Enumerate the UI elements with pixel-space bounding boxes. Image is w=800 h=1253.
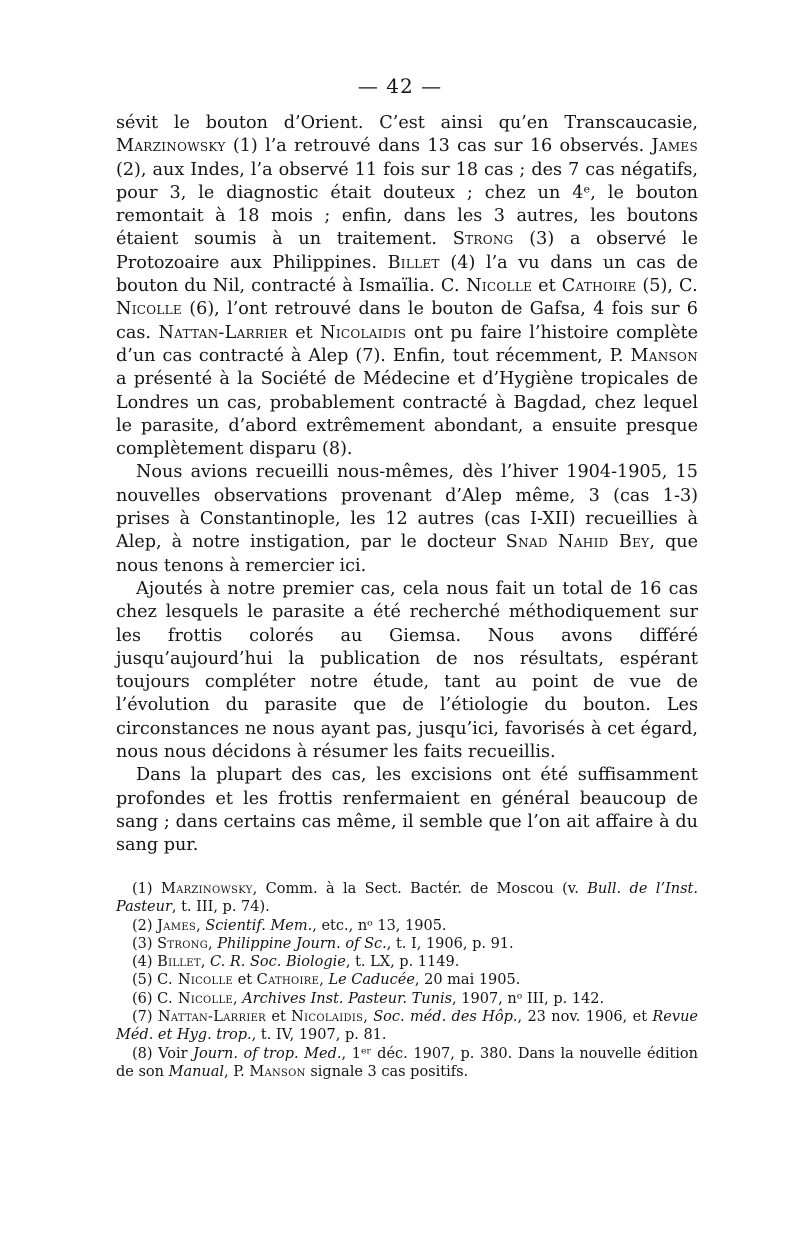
citation-title: Revue Méd. et Hyg. trop. xyxy=(116,1009,698,1044)
paragraph xyxy=(116,578,698,764)
paragraph xyxy=(116,461,698,577)
text-run: (4) xyxy=(132,954,158,971)
text-run: Ajoutés à notre premier cas, cela nous fait un total de 16 cas chez lesquels le parasite a été recherché méthodiquement sur les frottis colorés au Giemsa. Nous avons différé jusqu’aujourd’hui la publication de nos résultats, espérant toujours compléter notre étude, tant au point de vue de l’évolution du parasite que de l’étiologie du bouton. Les circonstances ne nous ayant pas, jusqu’ici, favorisés à cet égard, nous nous décidons à résumer les faits recueillis. xyxy=(116,578,698,763)
author-name: Strong xyxy=(157,935,209,952)
author-name: James xyxy=(651,136,698,157)
text-run: (6) xyxy=(132,990,158,1007)
text-run: , t. III, p. 74). xyxy=(171,899,270,916)
citation-title: Soc. méd. des Hôp. xyxy=(373,1009,518,1026)
author-name: C. Nicolle xyxy=(157,972,234,989)
citation-title: C. R. Soc. Biologie xyxy=(210,954,346,971)
text-run: , xyxy=(196,917,206,934)
paragraph xyxy=(116,112,698,461)
citation-title: Journ. of trop. Med. xyxy=(193,1045,342,1062)
text-run: (6), l’ont retrouvé dans le bouton de Gafsa, 4 fois sur 6 cas. xyxy=(116,299,698,343)
citation-title: Bull. de l’Inst. Pasteur xyxy=(116,881,698,916)
text-run: signale 3 cas positifs. xyxy=(305,1063,469,1080)
text-run: , xyxy=(363,1009,374,1026)
text-run: (4) l’a vu dans un cas de bouton du Nil, contracté à Ismaïlia. xyxy=(116,252,698,297)
author-name: C. Nicolle xyxy=(116,276,698,320)
author-name: Nattan-Larrier xyxy=(157,1009,267,1026)
paragraph xyxy=(116,764,698,857)
citation-title: Philippine Journ. of Sc. xyxy=(217,935,387,952)
author-name: Billet xyxy=(157,954,201,971)
citation-title: Archives Inst. Pasteur. Tunis xyxy=(242,990,453,1007)
author-name: James xyxy=(157,917,197,934)
footnote xyxy=(116,917,698,935)
author-name: Marzinowsky xyxy=(160,881,253,897)
text-run: , que nous tenons à remercier ici. xyxy=(116,532,698,576)
text-run: , etc., nᵒ 13, 1905. xyxy=(312,917,447,934)
author-name: Strong xyxy=(452,229,514,250)
footnote xyxy=(116,990,698,1008)
text-run: , xyxy=(319,972,329,989)
text-run: et xyxy=(233,972,257,989)
author-name: Cathoire xyxy=(256,972,320,989)
text-run: (3) xyxy=(132,935,158,952)
author-name: Nattan-Larrier xyxy=(158,322,288,343)
text-run: et xyxy=(266,1009,292,1026)
text-run: , Comm. à la Sect. Bactér. de Moscou (v. xyxy=(252,881,588,897)
text-run: sévit le bouton d’Orient. C’est ainsi qu’en Transcaucasie, xyxy=(116,113,698,133)
text-run: , 23 nov. 1906, et xyxy=(517,1009,653,1026)
footnote xyxy=(116,880,698,917)
text-run: (5), xyxy=(636,276,679,297)
text-run: , 1907, nᵒ III, p. 142. xyxy=(452,990,605,1007)
text-run: ont pu faire l’histoire complète d’un cas contracté à Alep (7). Enfin, tout récemment, P. xyxy=(116,322,698,366)
text-run: Nous avions recueilli nous-mêmes, dès l’hiver 1904-1905, 15 nouvelles observations provenant d’Alep même, 3 (cas 1-3) prises à Constantinople, les 12 autres (cas I-XII) recueillies à Alep, à notre instigation, par le docteur xyxy=(116,462,698,553)
text-run: , xyxy=(233,990,243,1007)
footnote xyxy=(116,1008,698,1045)
footnotes xyxy=(116,880,698,1081)
text-run: , xyxy=(208,935,218,952)
author-name: Manson xyxy=(249,1063,306,1080)
text-run: , t. LX, p. 1149. xyxy=(345,954,460,971)
text-run: , t. I, 1906, p. 91. xyxy=(386,935,514,952)
text-run: a présenté à la Société de Médecine et d’Hygiène tropicales de Londres un cas, probablement contracté à Bagdad, chez lequel le parasite, d’abord extrêmement abondant, a ensuite presque complètement disparu (8). xyxy=(116,369,698,460)
citation-title: Scientif. Mem. xyxy=(205,917,313,934)
author-name: Snad Nahid Bey xyxy=(505,532,650,553)
text-run: (2), aux Indes, l’a observé 11 fois sur 18 cas ; des 7 cas négatifs, pour 3, le diagnostic était douteux ; chez un 4ᵉ, le bouton remontait à 18 mois ; enfin, dans les 3 autres, les boutons étaient soumis à un traitement. xyxy=(116,159,698,250)
footnote xyxy=(116,971,698,989)
body-text xyxy=(116,112,698,858)
text-run: et xyxy=(532,276,562,297)
citation-title: Manual xyxy=(168,1063,225,1080)
author-name: Cathoire xyxy=(561,276,637,297)
text-run: , 1ᵉʳ déc. 1907, p. 380. Dans la nouvelle édition de son xyxy=(116,1045,699,1080)
author-name: Nicolaidis xyxy=(320,322,407,343)
text-run: et xyxy=(287,322,321,343)
author-name: Billet xyxy=(387,252,440,273)
text-run: , 20 mai 1905. xyxy=(414,972,521,989)
footnote xyxy=(116,953,698,971)
text-run: , xyxy=(200,954,211,971)
text-run: (5) xyxy=(132,972,158,989)
footnote xyxy=(116,1045,698,1082)
text-run: (8) Voir xyxy=(132,1045,194,1062)
author-name: C. Nicolle xyxy=(440,276,533,297)
citation-title: Le Caducée xyxy=(328,972,415,989)
text-run: (1) l’a retrouvé dans 13 cas sur 16 observés. xyxy=(225,136,652,157)
author-name: C. Nicolle xyxy=(157,990,234,1007)
text-run: (1) xyxy=(132,881,161,897)
text-run: , t. IV, 1907, p. 81. xyxy=(251,1027,387,1044)
author-name: Manson xyxy=(630,345,698,366)
text-run: (2) xyxy=(132,917,158,934)
text-run: , P. xyxy=(224,1063,250,1080)
text-run: Dans la plupart des cas, les excisions ont été suffisamment profondes et les frottis renfermaient en général beaucoup de sang ; dans certains cas même, il semble que l’on ait affaire à du sang pur. xyxy=(116,765,698,856)
author-name: Marzinowsky xyxy=(116,136,226,157)
text-run: (3) a observé le Protozoaire aux Philippines. xyxy=(116,229,699,273)
text-run: (7) xyxy=(132,1009,158,1026)
author-name: Nicolaidis xyxy=(291,1009,364,1026)
page-number: — 42 — xyxy=(357,74,443,98)
footnote xyxy=(116,935,698,953)
